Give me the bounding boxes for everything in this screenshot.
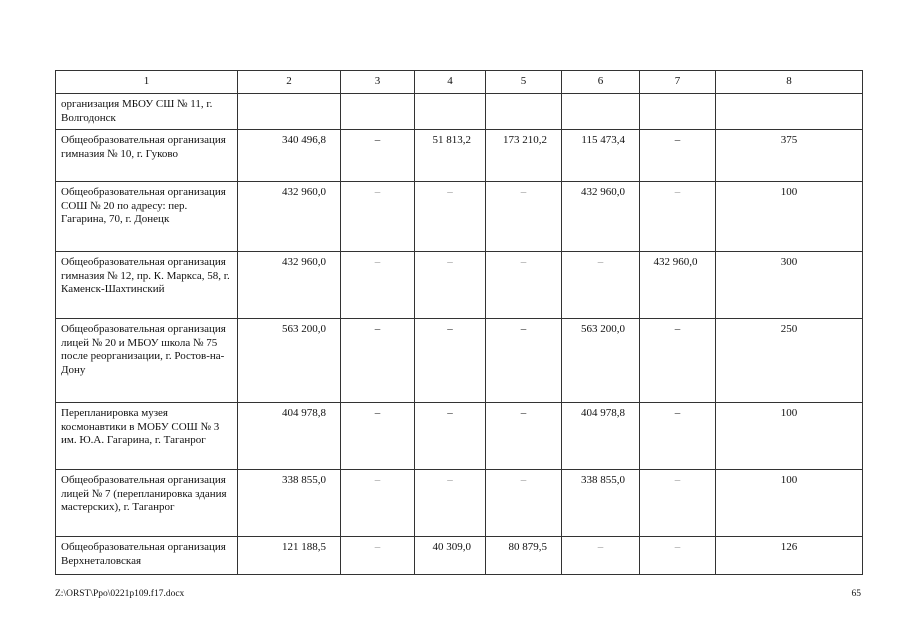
cell-col-2: 404 978,8 [238,403,341,470]
header-col-8: 8 [716,71,863,94]
footer-page-number: 65 [851,589,861,599]
cell-col-4: – [415,182,486,252]
cell-col-5 [486,94,562,130]
cell-col-3: – [341,252,415,319]
cell-col-5: – [486,182,562,252]
table-header [56,71,863,94]
header-col-4: 4 [415,71,486,94]
cell-col-6: 563 200,0 [562,319,640,403]
cell-name: Общеобразовательная организация гимназия № 12, пр. К. Маркса, 58, г. Каменск-Шахтинский [56,252,238,319]
table-row [56,403,863,470]
cell-col-3: – [341,319,415,403]
cell-col-8 [716,94,863,130]
table-row [56,94,863,130]
cell-col-3: – [341,403,415,470]
header-col-1: 1 [56,71,238,94]
cell-col-7: – [640,319,716,403]
header-col-5: 5 [486,71,562,94]
table-row [56,470,863,537]
table-row [56,319,863,403]
cell-col-7: – [640,403,716,470]
cell-col-6 [562,94,640,130]
cell-col-6: 338 855,0 [562,470,640,537]
cell-col-5: 173 210,2 [486,130,562,182]
cell-col-4: – [415,252,486,319]
cell-col-2: 121 188,5 [238,537,341,575]
table-row [56,130,863,182]
cell-col-2: 432 960,0 [238,252,341,319]
cell-col-3: – [341,182,415,252]
cell-col-3: – [341,130,415,182]
header-col-2: 2 [238,71,341,94]
cell-col-4: 40 309,0 [415,537,486,575]
cell-col-3 [341,94,415,130]
header-col-6: 6 [562,71,640,94]
table-body [56,94,863,575]
table-row [56,182,863,252]
cell-col-5: – [486,319,562,403]
cell-name: Перепланировка музея космонавтики в МОБУ СОШ № 3 им. Ю.А. Гагарина, г. Таганрог [56,403,238,470]
cell-col-7: 432 960,0 [640,252,716,319]
header-col-3: 3 [341,71,415,94]
data-table [55,70,863,575]
cell-col-6: – [562,252,640,319]
cell-name: Общеобразовательная организация гимназия № 10, г. Гуково [56,130,238,182]
cell-col-6: 432 960,0 [562,182,640,252]
cell-col-8: 300 [716,252,863,319]
cell-col-8: 100 [716,470,863,537]
cell-col-5: – [486,403,562,470]
cell-col-6: – [562,537,640,575]
cell-col-2: 563 200,0 [238,319,341,403]
cell-col-7: – [640,537,716,575]
cell-col-8: 126 [716,537,863,575]
cell-name: Общеобразовательная организация лицей № 20 и МБОУ школа № 75 после реорганизации, г. Ростов-на-Дону [56,319,238,403]
header-row [56,71,863,94]
cell-col-8: 100 [716,403,863,470]
cell-col-4: 51 813,2 [415,130,486,182]
cell-col-5: 80 879,5 [486,537,562,575]
cell-name: организация МБОУ СШ № 11, г. Волгодонск [56,94,238,130]
cell-col-4: – [415,470,486,537]
header-col-7: 7 [640,71,716,94]
table-row [56,537,863,575]
cell-col-4 [415,94,486,130]
cell-col-3: – [341,537,415,575]
cell-col-3: – [341,470,415,537]
cell-col-7 [640,94,716,130]
cell-col-5: – [486,470,562,537]
cell-col-6: 404 978,8 [562,403,640,470]
cell-col-2: 340 496,8 [238,130,341,182]
cell-col-8: 250 [716,319,863,403]
cell-name: Общеобразовательная организация СОШ № 20 по адресу: пер. Гагарина, 70, г. Донецк [56,182,238,252]
cell-col-2: 432 960,0 [238,182,341,252]
cell-col-7: – [640,130,716,182]
cell-col-2: 338 855,0 [238,470,341,537]
cell-col-7: – [640,470,716,537]
cell-col-7: – [640,182,716,252]
cell-col-4: – [415,403,486,470]
footer-file-path: Z:\ORST\Ppo\0221p109.f17.docx [55,589,185,599]
cell-col-4: – [415,319,486,403]
cell-name: Общеобразовательная организация Верхнеталовская [56,537,238,575]
cell-col-5: – [486,252,562,319]
cell-col-2 [238,94,341,130]
cell-col-8: 100 [716,182,863,252]
table-row [56,252,863,319]
cell-col-8: 375 [716,130,863,182]
cell-name: Общеобразовательная организация лицей № 7 (перепланировка здания мастерских), г. Таганрог [56,470,238,537]
cell-col-6: 115 473,4 [562,130,640,182]
